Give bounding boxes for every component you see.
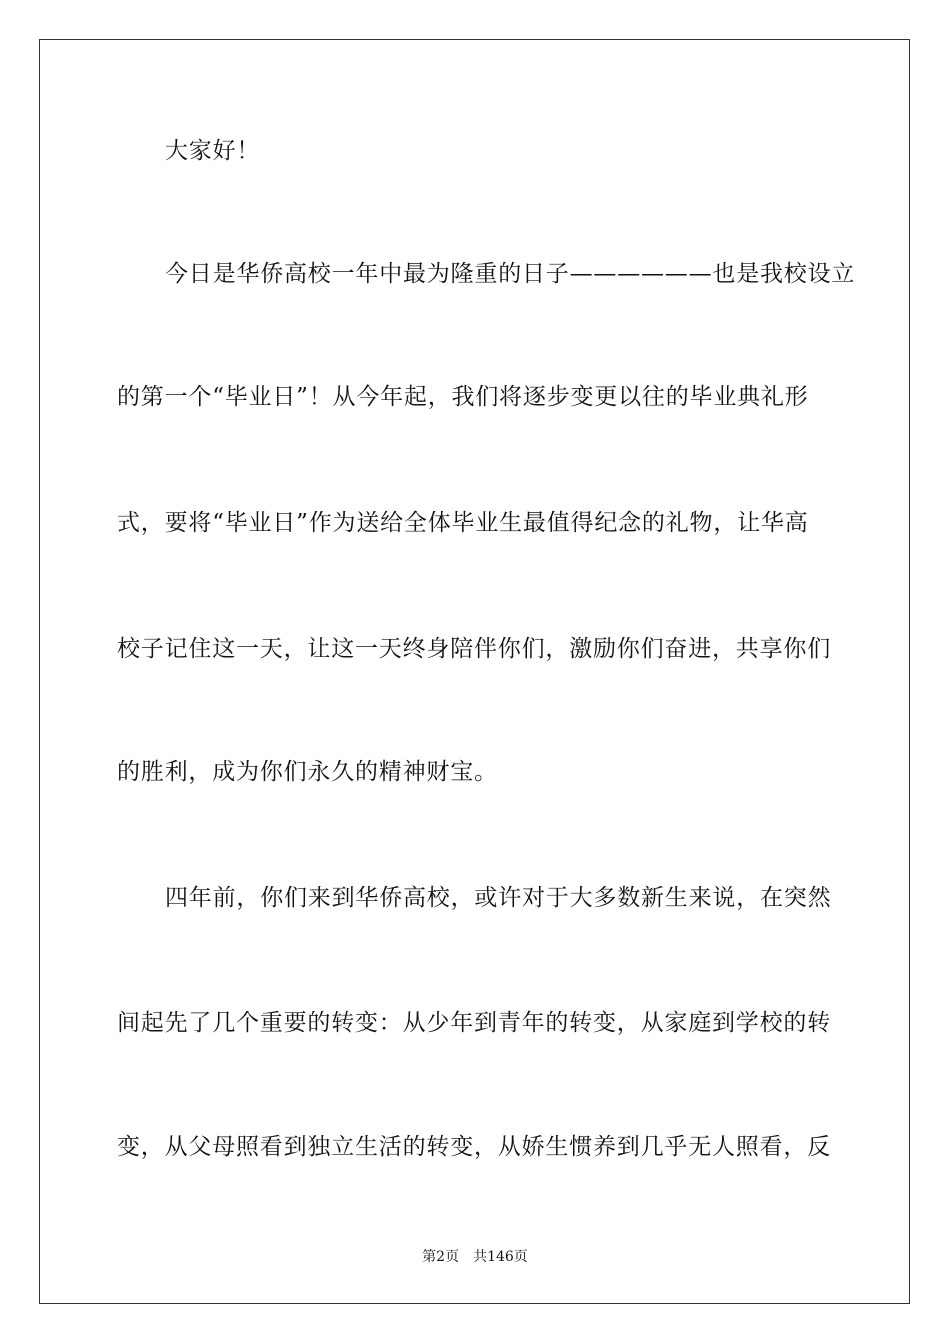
text-line: 的第一个“毕业日”！从今年起，我们将逐步变更以往的毕业典礼形 [117, 384, 809, 410]
page-number-footer: 第2页 共146页 [422, 1249, 528, 1265]
text-line: 间起先了几个重要的转变：从少年到青年的转变，从家庭到学校的转 [117, 1010, 831, 1036]
page-border [39, 39, 910, 1304]
text-line: 四年前，你们来到华侨高校，或许对于大多数新生来说，在突然 [165, 885, 832, 911]
text-line-greeting: 大家好！ [165, 138, 261, 164]
text-line: 的胜利，成为你们永久的精神财宝。 [117, 759, 498, 785]
text-line: 校子记住这一天，让这一天终身陪伴你们，激励你们奋进，共享你们 [117, 636, 831, 662]
text-line: 式，要将“毕业日”作为送给全体毕业生最值得纪念的礼物，让华高 [117, 510, 809, 536]
text-line: 今日是华侨高校一年中最为隆重的日子——————也是我校设立 [165, 261, 856, 287]
text-line: 变，从父母照看到独立生活的转变，从娇生惯养到几乎无人照看，反 [117, 1134, 831, 1160]
